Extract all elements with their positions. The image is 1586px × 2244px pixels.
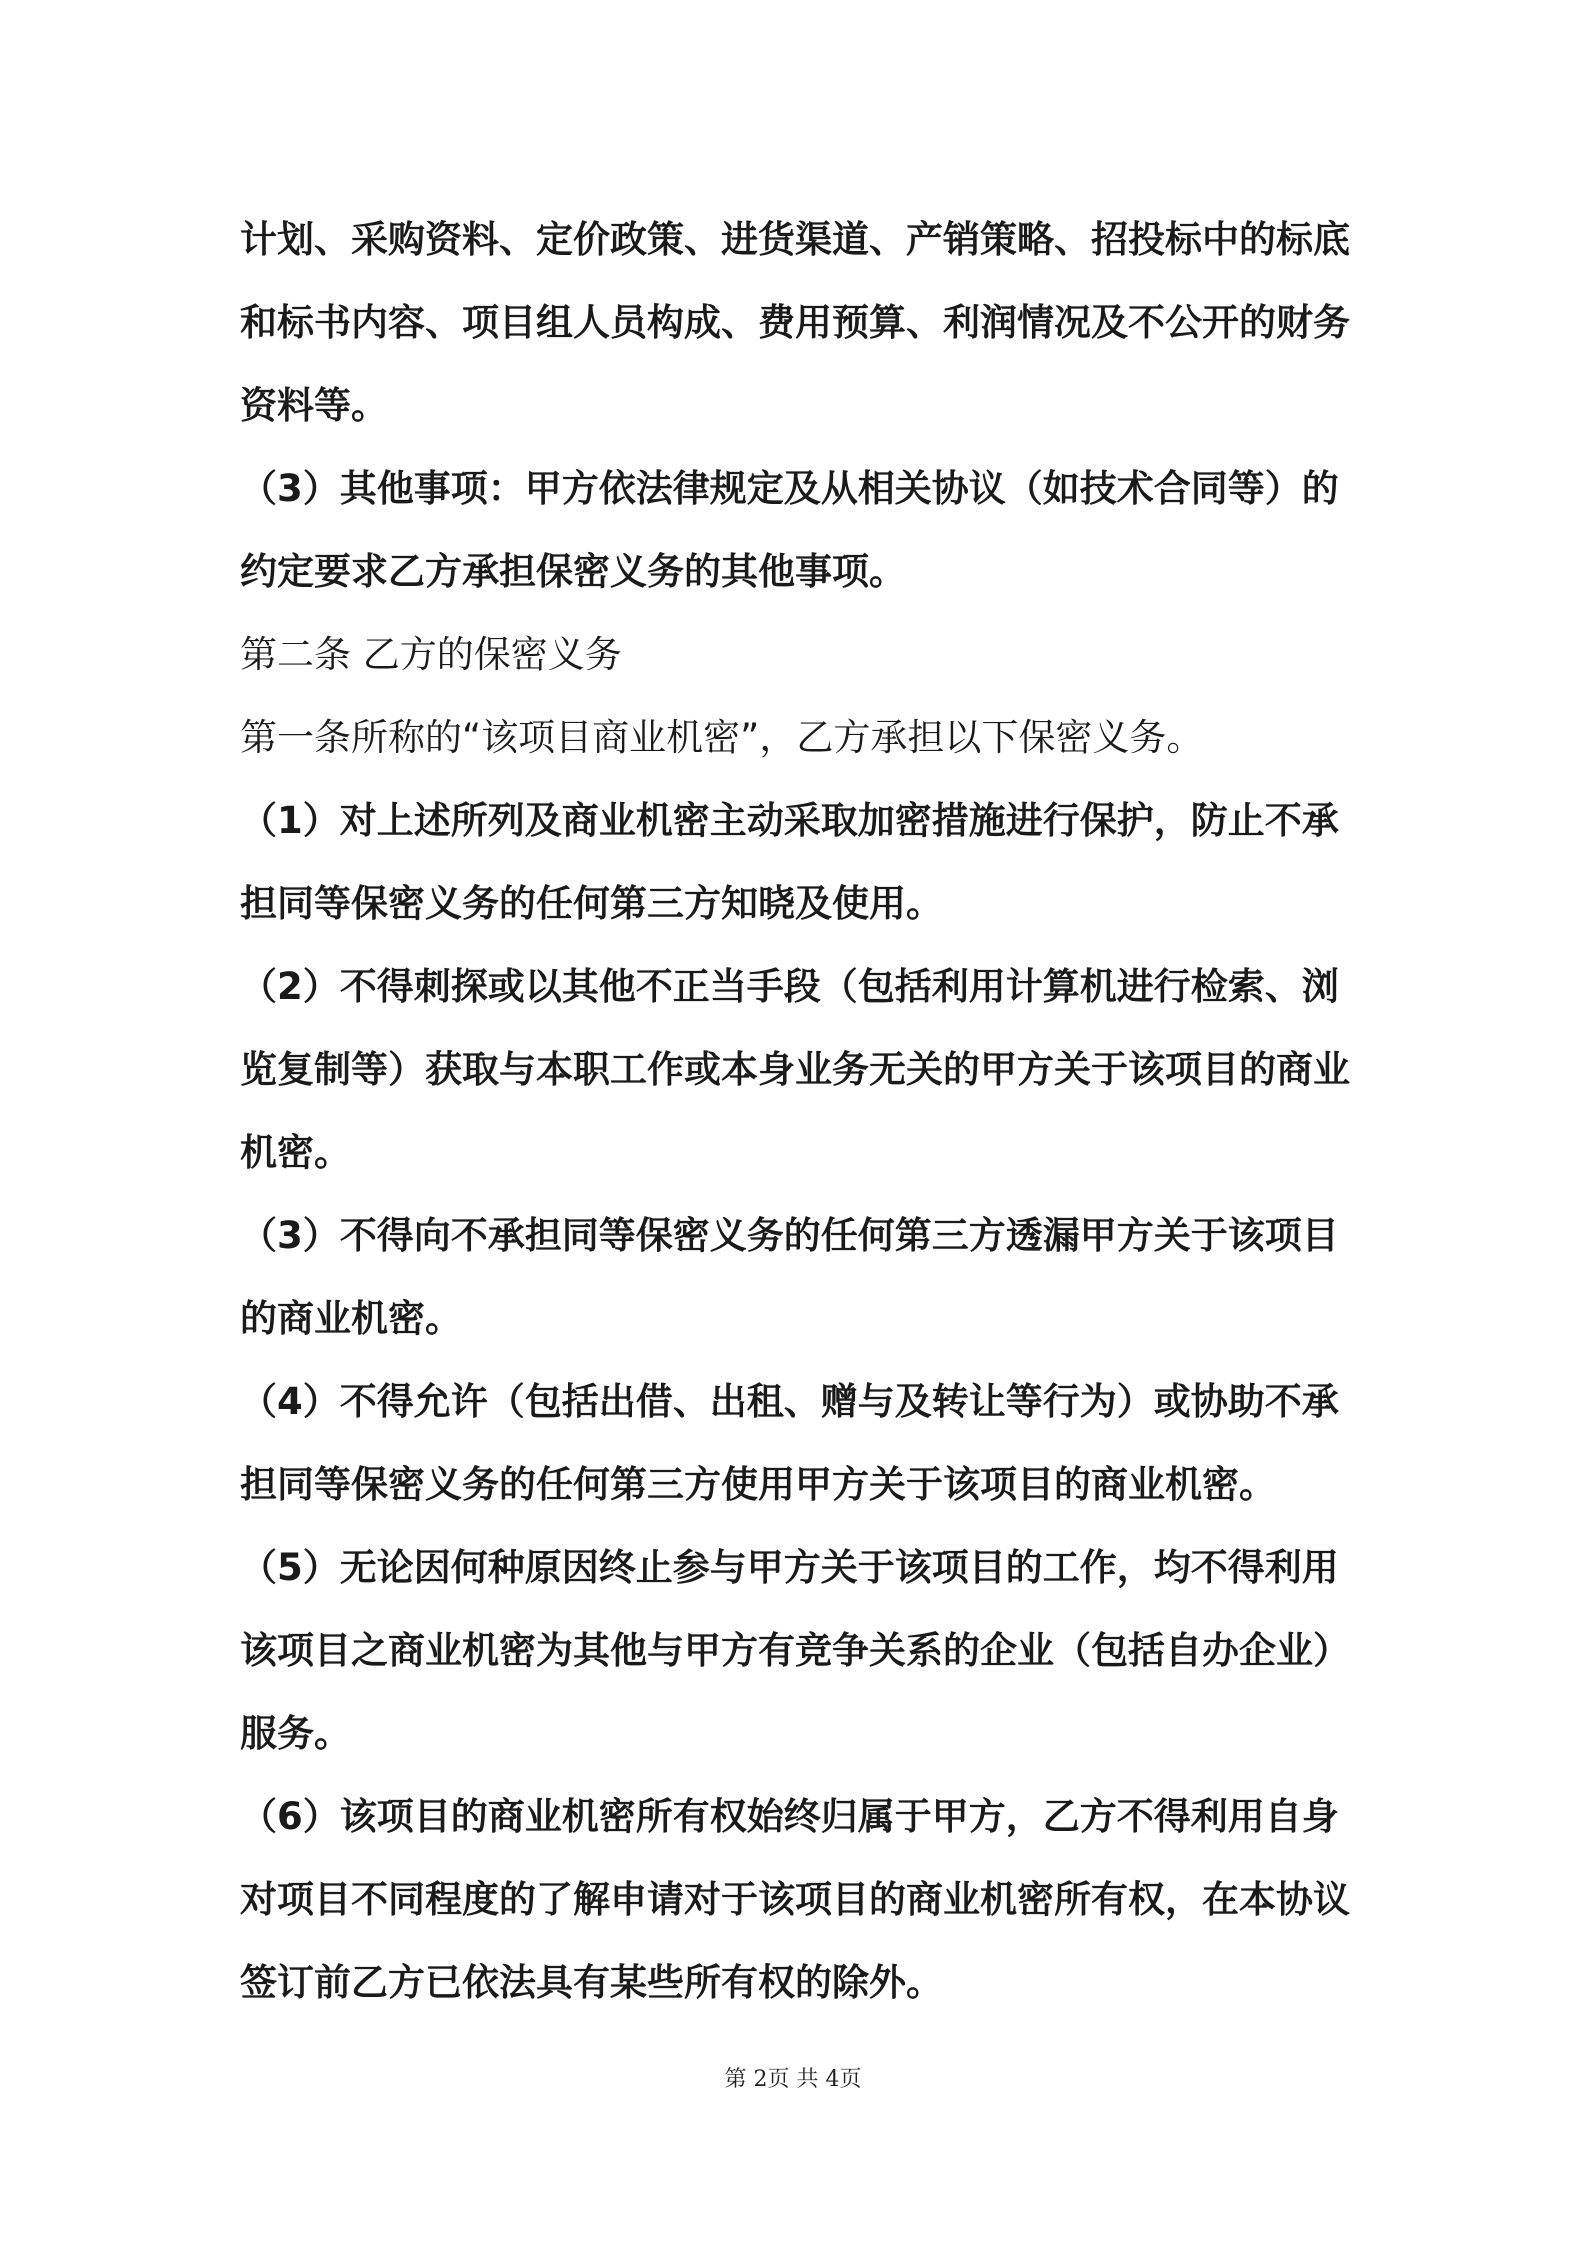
text-line: （4）不得允许（包括出借、出租、赠与及转让等行为）或协助不承 [240,1380,1339,1423]
text-line: 览复制等）获取与本职工作或本身业务无关的甲方关于该项目的商业 [240,1048,1350,1091]
text-line: 担同等保密义务的任何第三方使用甲方关于该项目的商业机密。 [240,1463,1276,1506]
text-line: 签订前乙方已依法具有某些所有权的除外。 [240,1961,943,2004]
text-line: 计划、采购资料、定价政策、进货渠道、产销策略、招投标中的标底 [240,218,1350,261]
text-line: 对项目不同程度的了解申请对于该项目的商业机密所有权，在本协议 [240,1878,1350,1921]
text-line: 的商业机密。 [240,1297,462,1340]
text-line: （3）不得向不承担同等保密义务的任何第三方透漏甲方关于该项目 [240,1214,1339,1257]
text-line: （2）不得刺探或以其他不正当手段（包括利用计算机进行检索、浏 [240,965,1339,1008]
text-line: 约定要求乙方承担保密义务的其他事项。 [240,550,906,593]
text-line: 担同等保密义务的任何第三方知晓及使用。 [240,882,943,925]
text-line: 机密。 [240,1131,351,1174]
document-body [240,198,1360,2024]
text-line: 服务。 [240,1712,351,1755]
text-line: 该项目之商业机密为其他与甲方有竞争关系的企业（包括自办企业） [240,1629,1350,1672]
text-line: （3）其他事项：甲方依法律规定及从相关协议（如技术合同等）的 [240,467,1339,510]
section-intro: 第一条所称的“该项目商业机密”，乙方承担以下保密义务。 [240,716,1204,759]
section-heading: 第二条 乙方的保密义务 [240,633,622,676]
text-line: （6）该项目的商业机密所有权始终归属于甲方，乙方不得利用自身 [240,1795,1339,1838]
text-line: 资料等。 [240,384,388,427]
page-number-footer: 第 2页 共 4页 [724,2067,862,2092]
text-line: （1）对上述所列及商业机密主动采取加密措施进行保护，防止不承 [240,799,1339,842]
text-line: 和标书内容、项目组人员构成、费用预算、利润情况及不公开的财务 [240,301,1350,344]
text-line: （5）无论因何种原因终止参与甲方关于该项目的工作，均不得利用 [240,1546,1339,1589]
